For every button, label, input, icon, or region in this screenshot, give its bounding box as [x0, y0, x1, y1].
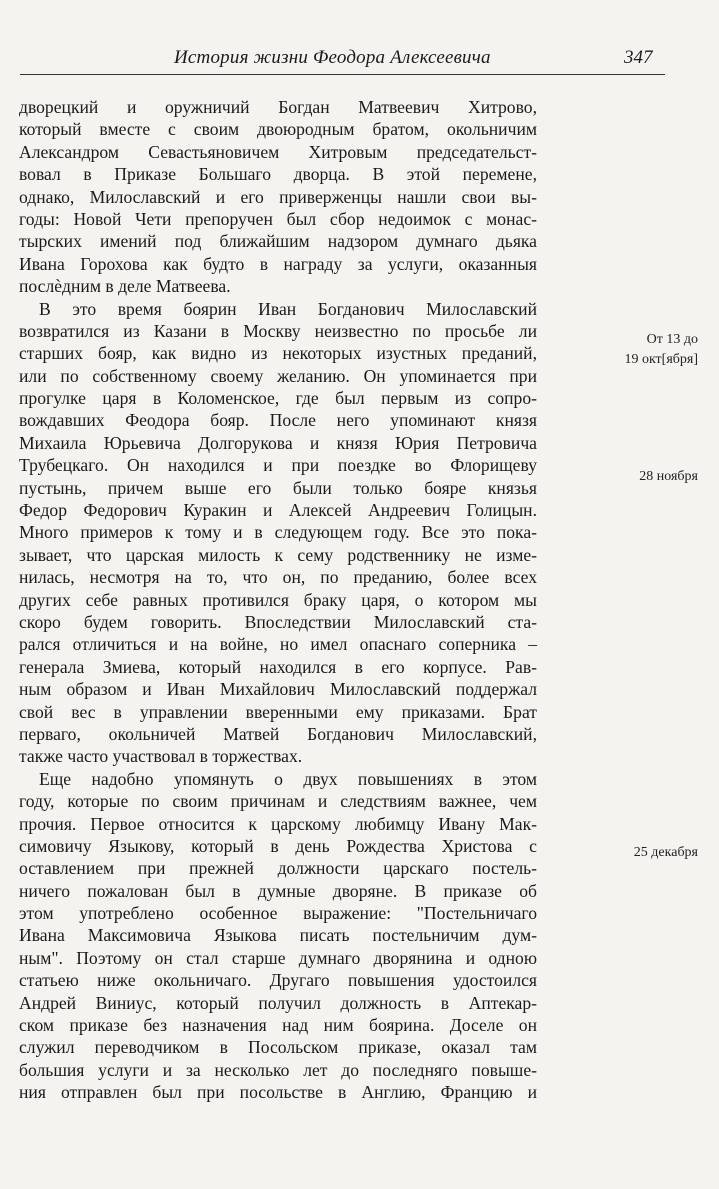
paragraph-3	[19, 768, 537, 1104]
text-line: старших бояр, как видно из некоторых изустных преданий,	[19, 343, 537, 364]
text-line: Много примеров к тому и в следующем году. Все это пока-	[19, 522, 537, 543]
text-line: ным образом и Иван Михайлович Милославский поддержал	[19, 679, 537, 700]
paragraph-2	[19, 298, 537, 768]
paragraph-1	[19, 96, 537, 298]
text-line: служил переводчиком в Посольском приказе, оказал там	[19, 1037, 537, 1058]
text-line: Михаила Юрьевича Долгорукова и князя Юрия Петровича	[19, 432, 537, 453]
text-line: Александром Севастьяновичем Хитровым председательст-	[19, 141, 537, 162]
text-line: вовал в Приказе Большаго дворца. В этой перемене,	[19, 164, 537, 185]
running-title: История жизни Феодора Алексеевича	[174, 47, 491, 68]
text-line: большия услуги и за несколько лет до последняго повыше-	[19, 1059, 537, 1080]
text-line: тырских имений под ближайшим надзором думнаго дьяка	[19, 231, 537, 252]
text-line: симовичу Языкову, который в день Рождества Христова с	[19, 835, 537, 856]
text-line: оставлением при прежней должности царскаго постель-	[19, 858, 537, 879]
page-number: 347	[624, 47, 653, 68]
text-line: году, которые по своим причинам и следствиям важнее, чем	[19, 791, 537, 812]
text-line: также часто участвовал в торжествах.	[19, 746, 303, 767]
text-line: пустынь, причем выше его были только бояре князья	[19, 477, 537, 498]
text-line: перваго, окольничей Матвей Богданович Милославский,	[19, 723, 537, 744]
text-line: прогулке царя в Коломенское, где был первым из сопро-	[19, 388, 537, 409]
text-line: Федор Федорович Куракин и Алексей Андреевич Голицын.	[19, 500, 537, 521]
text-line: статьею ниже окольничаго. Другаго повышения удостоился	[19, 970, 537, 991]
text-line: возвратился из Казани в Москву неизвестно по просьбе ли	[19, 320, 537, 341]
margin-note-line: От 13 до	[646, 332, 698, 347]
margin-note-line: 28 ноября	[639, 469, 698, 484]
text-line: дворецкий и оружничий Богдан Матвеевич Хитрово,	[19, 97, 537, 117]
text-line: Трубецкаго. Он находился и при поездке во Флорищеву	[19, 455, 537, 476]
margin-note-november	[568, 467, 698, 487]
text-line: который вместе с своим двоюродным братом, окольничим	[19, 119, 537, 140]
text-line: ничего пожалован был в думные дворяне. В приказе об	[19, 880, 537, 901]
header-rule	[20, 74, 665, 75]
text-line: годы: Новой Чети препоручен был сбор недоимок с монас-	[19, 208, 537, 229]
text-line: или по собственному своему желанию. Он упоминается при	[19, 365, 537, 386]
text-line: других себе равных противился браку царя, о котором мы	[19, 589, 537, 610]
margin-note-line: 25 декабря	[633, 845, 698, 860]
text-line: рался отличиться и на войне, но имел опаснаго соперника –	[19, 634, 537, 655]
text-line: ным". Поэтому он стал старше думнаго дворянина и одною	[19, 947, 537, 968]
text-line: ния отправлен был при посольстве в Англию, Францию и	[19, 1082, 537, 1103]
text-line: свой вес в управлении вверенными ему приказами. Брат	[19, 701, 537, 722]
text-line: В это время боярин Иван Богданович Милославский	[39, 298, 537, 319]
text-line: прочия. Первое относится к царскому любимцу Ивану Мак-	[19, 813, 537, 834]
text-line: этом употреблено особенное выражение: "Постельничаго	[19, 903, 537, 924]
page-header	[0, 0, 719, 80]
text-line: Андрей Виниус, который получил должность в Аптекар-	[19, 992, 537, 1013]
text-line: зывает, что царская милость к сему родственнику не изме-	[19, 544, 537, 565]
text-line: нилась, несмотря на то, что он, по преданию, более всех	[19, 567, 537, 588]
text-line: вождавших Феодора бояр. После него упоминают князя	[19, 410, 537, 431]
margin-note-line: 19 окт[ября]	[624, 352, 698, 367]
margin-note-december	[568, 843, 698, 863]
text-line: Ивана Горохова как будто в награду за услуги, оказанныя	[19, 253, 537, 274]
text-line: Ивана Максимовича Языкова писать постельничим дум-	[19, 925, 537, 946]
text-line: скоро будем говорить. Впоследствии Милославский ста-	[19, 611, 537, 632]
body-text	[19, 96, 537, 1104]
text-line: послѐдним в деле Матвеева.	[19, 276, 231, 297]
text-line: генерала Змиева, который находился в его корпусе. Рав-	[19, 656, 537, 677]
margin-note-october	[568, 330, 698, 370]
text-line: однако, Милославский и его приверженцы нашли свои вы-	[19, 186, 537, 207]
text-line: Еще надобно упомянуть о двух повышениях в этом	[39, 768, 537, 789]
text-line: ском приказе без назначения над ним боярина. Доселе он	[19, 1015, 537, 1036]
